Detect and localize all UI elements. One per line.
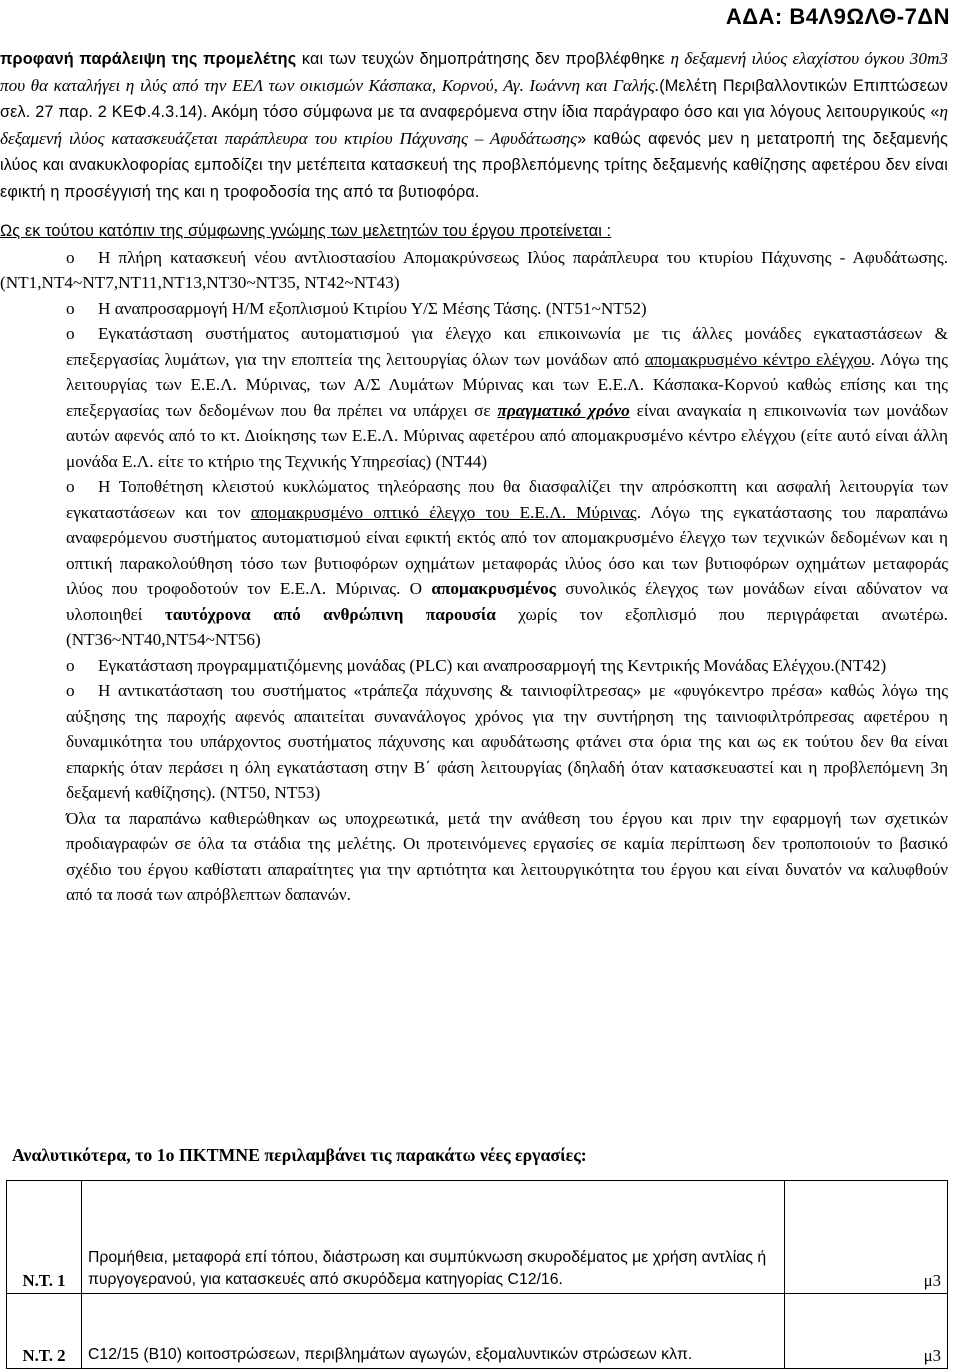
proposal-item-4-text-a: Η Τοποθέτηση κλειστού κυκλώματος τηλεόρασης που θα διασφαλίζει την απρόσκοπτη και ασφαλή λειτουργία των εγκαταστάσεων και τον	[66, 477, 948, 522]
proposal-item-5	[0, 653, 948, 679]
proposal-item-6-text: Η αντικατάσταση του συστήματος «τράπεζα πάχυνσης & ταινιοφίλτρεσας» με «φυγόκεντρο πρέσα» καθώς λόγω της αύξησης της παροχής αφενός απαιτείται συνανάλογος χρόνος για την συντήρηση της ταινιοφιλτρόπρεσας αφετέρου η δυναμικότητα του υπάρχοντος συστήματος πάχυνσης και αφυδάτωσης φτάνει στα όρια της και ως εκ τούτου δεν θα είναι επαρκής όταν περάσει η όλη εγκατάσταση στην Β΄ φάση λειτουργίας (δηλαδή όταν κατασκευαστεί και η προβλεπόμενη 3η δεξαμενή καθίζησης). (ΝΤ50, ΝΤ53)	[66, 681, 948, 802]
nt-description: Προμήθεια, μεταφορά επί τόπου, διάστρωση και συμπύκνωση σκυροδέματος με χρήση αντλίας ή πυργογερανού, για κατασκευές από σκυρόδεμα κατηγορίας C12/16.	[82, 1181, 785, 1294]
closing-paragraph: Όλα τα παραπάνω καθιερώθηκαν ως υποχρεωτικά, μετά την ανάθεση του έργου και πριν την εφαρμογή των σχετικών προδιαγραφών σε όλα τα στάδια της μελέτης. Οι προτεινόμενες εργασίες σε καμία περίπτωση δεν τροποποιούν το βασικό σχέδιο του έργου καθίστατι απαραίτητες για την αρτιότητα και λειτουργικότητα του έργου και είναι δυνατόν να καλυφθούν από τα ποσά των απρόβλεπτων δαπανών.	[66, 808, 948, 904]
ada-header: ΑΔΑ: Β4Λ9ΩΛΘ-7ΔΝ	[725, 4, 950, 29]
paragraph-intro-italic-1: η δεξαμενή ιλύος ελαχίστου όγκου 30m3 που θα καταλήγει η ιλύς από την ΕΕΛ των οικισμών Κάσπακα, Κορνού, Αγ. Ιωάννη και Γαλής.	[0, 49, 948, 95]
proposal-item-3-text-a: Εγκατάσταση συστήματος αυτοματισμού για έλεγχο και επικοινωνία με τις άλλες μονάδες εγκαταστάσεων & επεξεργασίας λυμάτων, για την εποπτεία της λειτουργίας όλων των μονάδων από	[66, 324, 948, 369]
proposal-item-1	[0, 245, 948, 296]
proposal-item-4-bold-2: ταυτόχρονα από ανθρώπινη παρουσία	[164, 604, 496, 624]
paragraph-intro-bold: προφανή παράλειψη της προμελέτης	[0, 50, 297, 68]
bullet-marker: o	[66, 324, 75, 343]
bullet-marker: o	[66, 298, 75, 318]
table-row	[7, 1294, 948, 1369]
paragraph-intro-italic-2: η δεξαμενή ιλύος κατασκευάζεται παράπλευρα του κτιρίου Πάχυνσης – Αφυδάτωσης	[0, 102, 948, 148]
proposal-item-3-text-c: είναι αναγκαία η επικοινωνία των μονάδων αυτών αφενός από το κτ. Διοίκησης των Ε.Ε.Λ. Μύρινας αφετέρου από απομακρυσμένο κέντρο ελέγχου (είτε αυτό είναι άλλη μονάδα Ε.Λ. είτε το κτήριο της Τεχνικής Υπηρεσίας) (ΝΤ44)	[66, 400, 949, 471]
paragraph-intro-text-2: (Μελέτη Περιβαλλοντικών Επιπτώσεων σελ. 27 παρ. 2 ΚΕΦ.4.3.14). Ακόμη τόσο σύμφωνα με τα αναφερόμενα στην ίδια παράγραφο όσο και για λόγους λειτουργικούς «	[0, 76, 949, 121]
table-row	[7, 1181, 948, 1294]
paragraph-intro-text-1: και των τευχών δημοπράτησης δεν προβλέφθηκε	[296, 50, 671, 68]
nt-number: Ν.Τ. 1	[7, 1181, 82, 1294]
nt-number: Ν.Τ. 2	[7, 1294, 82, 1369]
proposal-item-1-text: Η πλήρη κατασκευή νέου αντλιοστασίου Απομακρύνσεως Ιλύος παράπλευρα του κτυρίου Πάχυνσης - Αφυδάτωσης. (ΝΤ1,ΝΤ4~ΝΤ7,ΝΤ11,ΝΤ13,ΝΤ30~ΝΤ35, ΝΤ42~ΝΤ43)	[0, 247, 948, 292]
proposal-item-3	[0, 321, 948, 474]
proposal-item-4-underline: απομακρυσμένο οπτικό έλεγχο του Ε.Ε.Λ. Μύρινας	[250, 502, 637, 522]
nt-unit: μ3	[785, 1294, 948, 1369]
bullet-marker: o	[66, 247, 75, 267]
new-works-table	[6, 1180, 948, 1369]
proposal-item-6	[0, 678, 948, 806]
proposal-item-2	[0, 296, 948, 322]
proposal-item-4-text-d: χωρίς τον εξοπλισμό που περιγράφεται ανωτέρω.(ΝΤ36~ΝΤ40,ΝΤ54~ΝΤ56)	[66, 604, 948, 649]
bullet-marker: o	[66, 477, 75, 496]
section-heading: Αναλυτικότερα, το 1ο ΠΚΤΜΝΕ περιλαμβάνει τις παρακάτω νέες εργασίες:	[12, 1145, 587, 1165]
proposal-item-4	[0, 474, 948, 653]
proposal-item-4-bold-1: απομακρυσμένος	[431, 579, 556, 598]
proposal-item-4-text-c: συνολικός έλεγχος των μονάδων είναι αδύνατον να υλοποιηθεί	[66, 579, 948, 624]
proposal-item-4-text-b: . Λόγω της εγκατάστασης του παραπάνω αναφερόμενου συστήματος αυτοματισμού είναι εφικτή εκτός από τον απομακρυσμένο έλεγχο των τεχνικών δεδομένων και η οπτική παρακολούθηση τόσο των βυτιοφόρων οχημάτων μεταφοράς ιλύος όσο και των βυτιοφόρων οχημάτων μεταφοράς ιλύος που τροφοδοτούν τον Ε.Ε.Λ. Μύρινας. Ο	[66, 502, 948, 598]
nt-unit: μ3	[785, 1181, 948, 1294]
proposal-lead-text: Ως εκ τούτου κατόπιν της σύμφωνης γνώμης των μελετητών του έργου προτείνεται :	[0, 222, 612, 240]
proposal-item-3-text-b: . Λόγω της λειτουργίας των Ε.Ε.Λ. Μύρινας, των Α/Σ Λυμάτων Μύρινας και των Ε.Ε.Λ. Κάσπακα-Κορνού καθώς επίσης και της επεξεργασίας των δεδομένων που θα πρέπει να υπάρχει σε	[66, 349, 948, 420]
proposal-item-5-text: Εγκατάσταση προγραμματιζόμενης μονάδας (PLC) και αναπροσαρμογή της Κεντρικής Μονάδας Ελέγχου.(ΝΤ42)	[98, 655, 887, 675]
paragraph-intro-text-3: » καθώς αφενός μεν η μετατροπή της δεξαμενής ιλύος και ανακυκλοφορίας εμποδίζει την μετέπειτα κατασκευή της προβλεπόμενης τρίτης δεξαμενής καθίζησης αφετέρου δεν είναι εφικτή η προσέγγισή της και η τροφοδοσία της από τα βυτιοφόρα.	[0, 129, 948, 201]
proposal-item-3-emphasis: πραγματικό χρόνο	[497, 400, 630, 420]
paragraph-intro	[0, 46, 948, 205]
bullet-marker: o	[66, 655, 75, 675]
nt-description: C12/15 (Β10) κοιτοστρώσεων, περιβλημάτων αγωγών, εξομαλυντικών στρώσεων κλπ.	[82, 1294, 785, 1369]
proposal-item-3-underline: απομακρυσμένο κέντρο ελέγχου	[644, 349, 871, 369]
document-body	[0, 46, 948, 908]
proposal-item-2-text: Η αναπροσαρμογή Η/Μ εξοπλισμού Κτιρίου Υ/Σ Μέσης Τάσης. (ΝΤ51~ΝΤ52)	[98, 298, 647, 318]
proposal-lead	[0, 219, 948, 245]
bullet-marker: o	[66, 681, 75, 700]
